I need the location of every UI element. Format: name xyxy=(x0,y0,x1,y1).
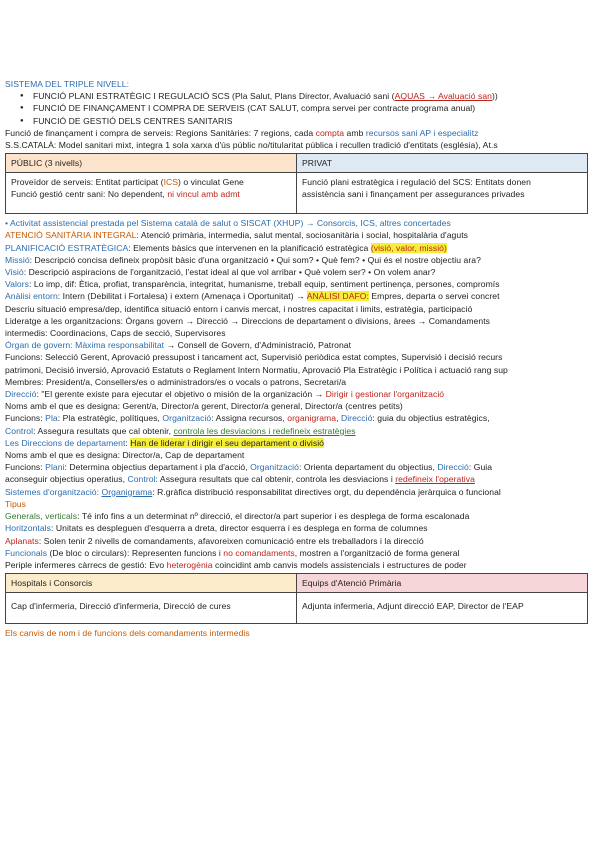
table2-cell-eap: Adjunta infermeria, Adjunt direcció EAP, Director de l'EAP xyxy=(297,593,588,624)
financament-line: Funció de finançament i compra de serveis: Regions Sanitàries: 7 regions, cada compta amb recursos sani AP i especialitz xyxy=(5,127,479,138)
table2-header-hospitals: Hospitals i Consorcis xyxy=(6,574,297,593)
aquas-link[interactable]: AQUAS → Avaluació san xyxy=(394,91,492,102)
membres-line: Membres: President/a, Consellers/es o administradors/es o vocals o patrons, Secretari/a xyxy=(5,376,347,387)
funcions-departament-2: aconseguir objectius operatius, Control: Assegura resultats que cal obtenir, controla les desviacions i redefineix l'operativa xyxy=(5,474,475,485)
organigrama-link[interactable]: Organigrama xyxy=(101,486,153,497)
funcions-departament-1: Funcions: Plani: Determina objectius departament i pla d'acció, Organització: Orienta departament du objectius, Direcció: Guia xyxy=(5,462,493,473)
funcions-organ-1: Funcions: Selecció Gerent, Aprovació pressupost i tancament act, Supervisió periòdica estat comptes, Supervisió i decisió recurs xyxy=(5,352,503,363)
lideratge-line-1: Lideratge a les organitzacions: Òrgans govern → Direcció → Direccions de departament o divisions, àrees → Comandaments xyxy=(5,315,490,326)
analisi-line: Anàlisi entorn: Intern (Debilitat i Fortalesa) i extern (Amenaça i Oportunitat) → ANÀLISI DAFO: Empres, departa o servei concret xyxy=(5,291,500,302)
funcions-direccio-2: Control: Assegura resultats que cal obtenir, controla les desviacions i redefineix estratègies xyxy=(5,425,356,436)
planificacio-line: PLANIFICACIÓ ESTRATÈGICA: Elements bàsics que intervenen en la planificació estratègica (visió, valor, missió) xyxy=(5,242,447,253)
missio-line: Missió: Descripció concisa defineix propòsit bàsic d'una organització • Qui som? • Què fem? • Qui és el nostre objectiu ara? xyxy=(5,254,481,265)
horitzontals-line: Horitzontals: Unitats es despleguen d'esquerra a dreta, director esquerra i es desplega en forma de columnes xyxy=(5,523,428,534)
table1-cell-public: Proveïdor de serveis: Entitat participat (ICS) o vinculat Gene Funció gestió centr sani: No dependent, ni vincul amb admt xyxy=(6,173,297,214)
tipus-heading: Tipus xyxy=(5,498,26,509)
descriu-line: Descriu situació empresa/dep, identifica situació entorn i canvis mercat, i nostres capacitat i limits, estratègia, participació xyxy=(5,303,473,314)
triple-title: SISTEMA DEL TRIPLE NIVELL: xyxy=(5,79,130,89)
table1-cell-privat: Funció plani estratègica i regulació del SCS: Entitats donen assistència sani i finançament per assegurances privades xyxy=(297,173,588,214)
funcions-organ-2: patrimoni, Decisió inversió, Aprovació Estatuts o Reglament Intern Normatiu, Aprovació Pla Estratègic i Política i actuació rang sup xyxy=(5,364,508,375)
sistemes-line: Sistemes d'organització: Organigrama: R.gràfica distribució responsabilitat directives orgt, du dependència jeràrquica o funcional xyxy=(5,486,501,497)
table2-cell-hospitals: Cap d'infermeria, Direcció d'infermeria, Direcció de cures xyxy=(6,593,297,624)
funcions-direccio-1: Funcions: Pla: Pla estratègic, polítiques, Organització: Assigna recursos, organigrama, Direcció: guia du objectius estratègics, xyxy=(5,413,490,424)
document xyxy=(5,78,589,639)
table2-header-eap: Equips d'Atenció Primària xyxy=(297,574,588,593)
direccio-line: Direcció: "El gerente existe para ejecutar el objetivo o misión de la organización → Dirigir i gestionar l'organització xyxy=(5,389,445,400)
public-privat-table xyxy=(5,153,588,214)
siscat-line: • Activitat assistencial prestada pel Sistema català de salut o SISCAT (XHUP) → Consorcis, ICS, altres concertades xyxy=(5,218,451,229)
bullet-plani: ● FUNCIÓ PLANI ESTRATÈGIC I REGULACIÓ SCS (Pla Salut, Plans Director, Avaluació sani (AQUAS → Avaluació san)) xyxy=(5,90,589,102)
canvis-line: Els canvis de nom i de funcions dels comandaments intermedis xyxy=(5,628,250,639)
sscatala-line: S.S.CATALÀ: Model sanitari mixt, integra 1 sola xarxa d'ús públic no/titularitat pública i recullen tradició d'entitats (església), At.s xyxy=(5,140,498,151)
table1-header-privat: PRIVAT xyxy=(297,154,588,173)
lideratge-line-2: intermedis: Coordinacions, Caps de secció, Supervisores xyxy=(5,328,226,339)
comandaments-table xyxy=(5,573,588,624)
bullet-gestio: ● FUNCIÓ DE GESTIÓ DELS CENTRES SANITARIS xyxy=(5,115,589,127)
bullet-finançament: ● FUNCIÓ DE FINANÇAMENT I COMPRA DE SERVEIS (CAT SALUT, compra servei per contracte programa anual) xyxy=(5,102,589,114)
atencio-line: ATENCIÓ SANITÀRIA INTEGRAL: Atenció primària, intermedia, salut mental, sociosanitària i social, hospitalària d'aguts xyxy=(5,230,468,241)
aplanats-line: Aplanats: Solen tenir 2 nivells de comandaments, afavoreixen comunicació entre els treballadors i la direcció xyxy=(5,535,424,546)
organ-line: Òrgan de govern: Màxima responsabilitat → Consell de Govern, d'Administració, Patronat xyxy=(5,340,352,351)
generals-line: Generals, verticals: Té info fins a un determinat nº direcció, el director/a part superior i es desplega de forma escalonada xyxy=(5,511,470,522)
noms-direccio: Noms amb el que es designa: Gerent/a, Director/a gerent, Director/a general, Director/a (centres petits) xyxy=(5,401,403,412)
noms-departament: Noms amb el que es designa: Director/a, Cap de departament xyxy=(5,450,245,461)
table1-header-public: PÚBLIC (3 nivells) xyxy=(6,154,297,173)
funcionals-line: Funcionals (De bloc o circulars): Representen funcions i no comandaments, mostren a l'organització de forma general xyxy=(5,547,460,558)
periple-line: Periple infermeres càrrecs de gestió: Evo heterogènia coincidint amb canvis models assistencials i estructures de poder xyxy=(5,559,467,570)
valors-line: Valors: Lo imp, dif: Ètica, profiat, transparència, integritat, humanisme, treball equip, sentiment pertinença, persones, compromís xyxy=(5,279,500,290)
departament-line: Les Direccions de departament: Han de liderar i dirigir el seu departament o divisió xyxy=(5,437,325,448)
visio-line: Visió: Descripció aspiracions de l'organització, l'estat ideal al que vol arribar • Què volem ser? • On volem anar? xyxy=(5,267,436,278)
